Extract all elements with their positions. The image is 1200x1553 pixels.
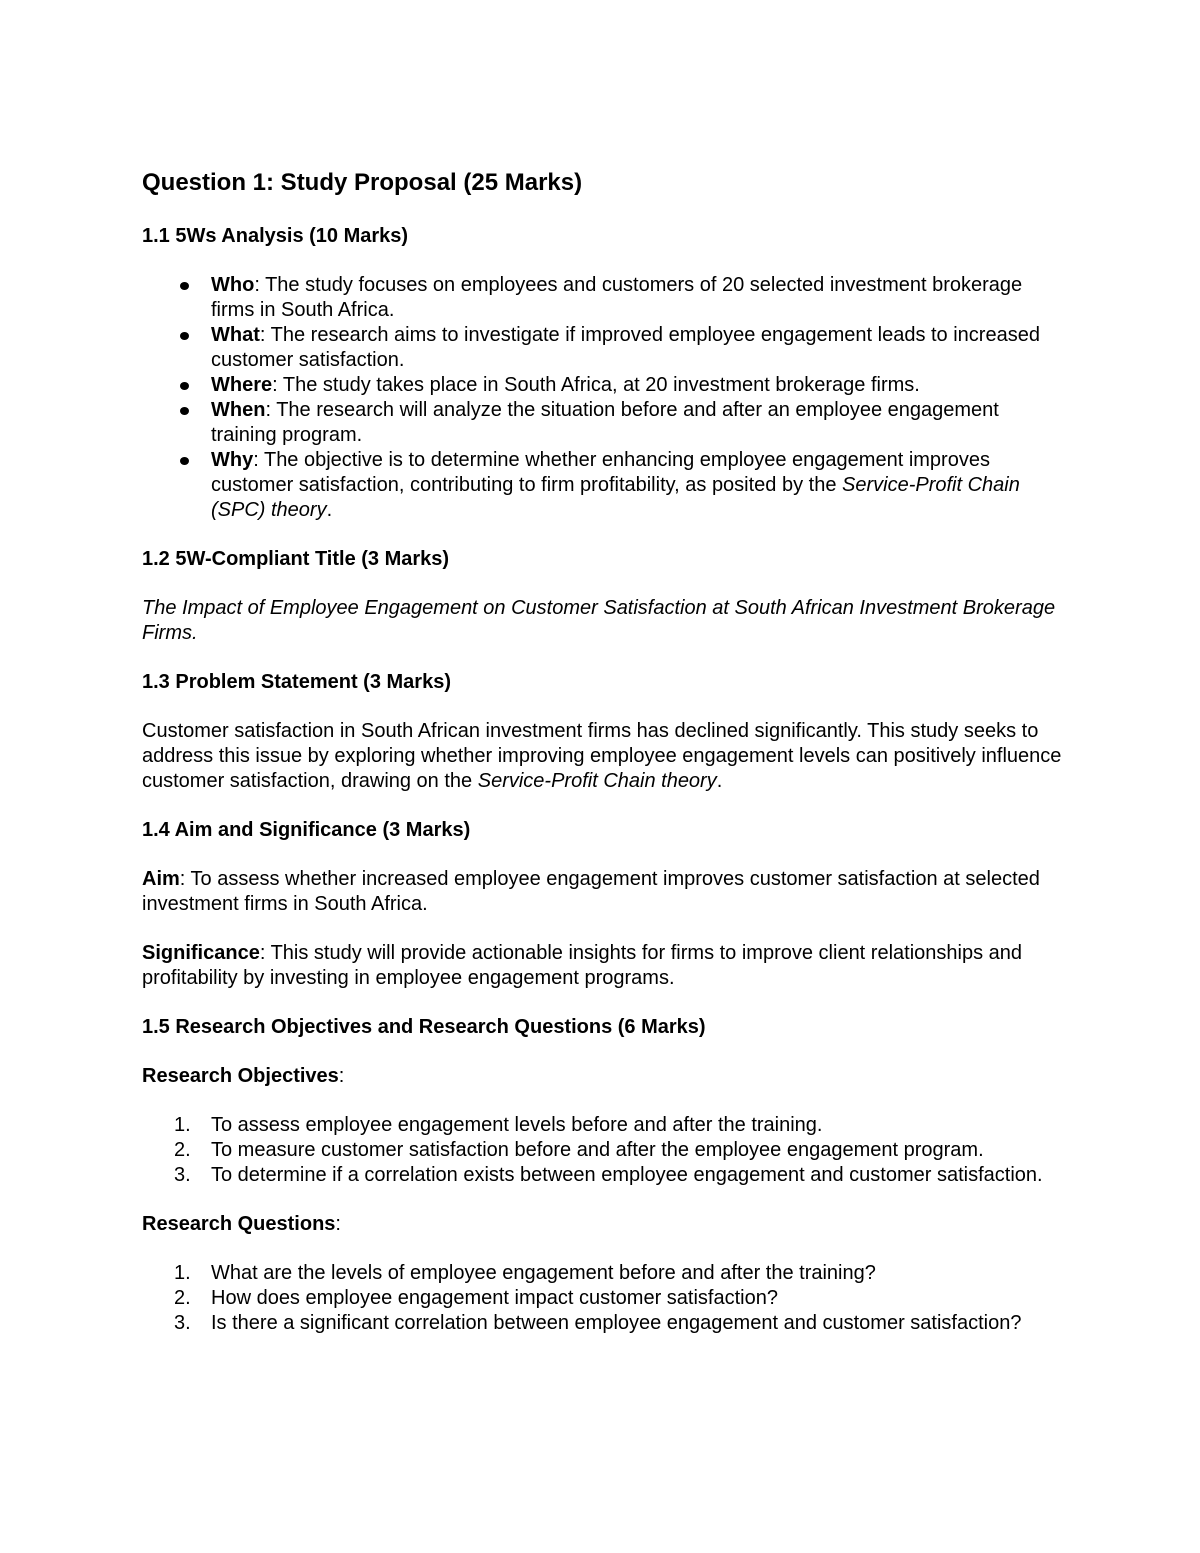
- item-number: 1.: [174, 1262, 191, 1284]
- objectives-colon: :: [338, 1065, 345, 1087]
- list-item: [142, 1286, 1062, 1311]
- problem-end: .: [716, 770, 723, 792]
- questions-list: [142, 1261, 1062, 1336]
- problem-text: Customer satisfaction in South African investment firms has declined significantly. This study seeks to address this issue by exploring whether improving employee engagement levels can positively influence customer satisfaction, drawing on the: [142, 720, 1062, 792]
- problem-statement: [142, 719, 1062, 794]
- section-heading-objectives: 1.5 Research Objectives and Research Questions (6 Marks): [142, 1016, 706, 1038]
- list-item: [142, 1163, 1062, 1188]
- page-title: Question 1: Study Proposal (25 Marks): [142, 169, 583, 196]
- objectives-list: [142, 1113, 1062, 1188]
- list-item-who: [142, 273, 1062, 323]
- item-text: To measure customer satisfaction before and after the employee engagement program.: [211, 1139, 984, 1161]
- section-heading-5ws: 1.1 5Ws Analysis (10 Marks): [142, 225, 409, 247]
- term-where: Where: [211, 374, 273, 396]
- text-what: : The research aims to investigate if improved employee engagement leads to increased customer satisfaction.: [211, 324, 1040, 371]
- section-heading-problem: 1.3 Problem Statement (3 Marks): [142, 671, 451, 693]
- text-why-theory: Service-Profit Chain (SPC) theory: [211, 474, 1020, 521]
- item-text: To determine if a correlation exists between employee engagement and customer satisfaction.: [211, 1164, 1043, 1186]
- aim-label: Aim: [142, 868, 180, 890]
- item-number: 2.: [174, 1139, 191, 1161]
- objectives-label-paragraph: [142, 1064, 1062, 1089]
- aim-paragraph: [142, 867, 1062, 917]
- text-where: : The study takes place in South Africa, at 20 investment brokerage firms.: [272, 374, 920, 396]
- term-what: What: [211, 324, 260, 346]
- list-item-where: [142, 373, 1062, 398]
- list-item: [142, 1138, 1062, 1163]
- item-text: How does employee engagement impact customer satisfaction?: [211, 1287, 778, 1309]
- study-title: The Impact of Employee Engagement on Customer Satisfaction at South African Investment Brokerage Firms.: [142, 597, 1056, 644]
- problem-theory: Service-Profit Chain theory: [477, 770, 717, 792]
- text-why: : The objective is to determine whether enhancing employee engagement improves customer satisfaction, contributing to firm profitability, as posited by the: [211, 449, 990, 496]
- list-item-why: [142, 448, 1062, 523]
- questions-label: Research Questions: [142, 1213, 336, 1235]
- questions-label-paragraph: [142, 1212, 1062, 1237]
- item-number: 3.: [174, 1312, 191, 1334]
- significance-text: : This study will provide actionable insights for firms to improve client relationships and profitability by investing in employee engagement programs.: [142, 942, 1023, 989]
- term-why: Why: [211, 449, 254, 471]
- item-number: 3.: [174, 1164, 191, 1186]
- objectives-label: Research Objectives: [142, 1065, 339, 1087]
- list-item: [142, 1113, 1062, 1138]
- significance-label: Significance: [142, 942, 260, 964]
- list-item: [142, 1311, 1062, 1336]
- document-page: [142, 168, 1062, 1360]
- item-text: What are the levels of employee engagement before and after the training?: [211, 1262, 876, 1284]
- questions-colon: :: [335, 1213, 341, 1235]
- term-who: Who: [211, 274, 255, 296]
- aim-text: : To assess whether increased employee engagement improves customer satisfaction at selected investment firms in South Africa.: [142, 868, 1040, 915]
- item-number: 2.: [174, 1287, 191, 1309]
- list-item-what: [142, 323, 1062, 373]
- text-who: : The study focuses on employees and customers of 20 selected investment brokerage firms in South Africa.: [211, 274, 1023, 321]
- 5ws-list: [142, 273, 1062, 523]
- significance-paragraph: [142, 941, 1062, 991]
- item-number: 1.: [174, 1114, 191, 1136]
- term-when: When: [211, 399, 266, 421]
- section-heading-title: 1.2 5W-Compliant Title (3 Marks): [142, 548, 450, 570]
- list-item-when: [142, 398, 1062, 448]
- list-item: [142, 1261, 1062, 1286]
- text-why-end: .: [326, 499, 333, 521]
- text-when: : The research will analyze the situation before and after an employee engagement training program.: [211, 399, 999, 446]
- item-text: To assess employee engagement levels before and after the training.: [211, 1114, 823, 1136]
- section-heading-aim: 1.4 Aim and Significance (3 Marks): [142, 819, 471, 841]
- item-text: Is there a significant correlation between employee engagement and customer satisfaction?: [211, 1312, 1022, 1334]
